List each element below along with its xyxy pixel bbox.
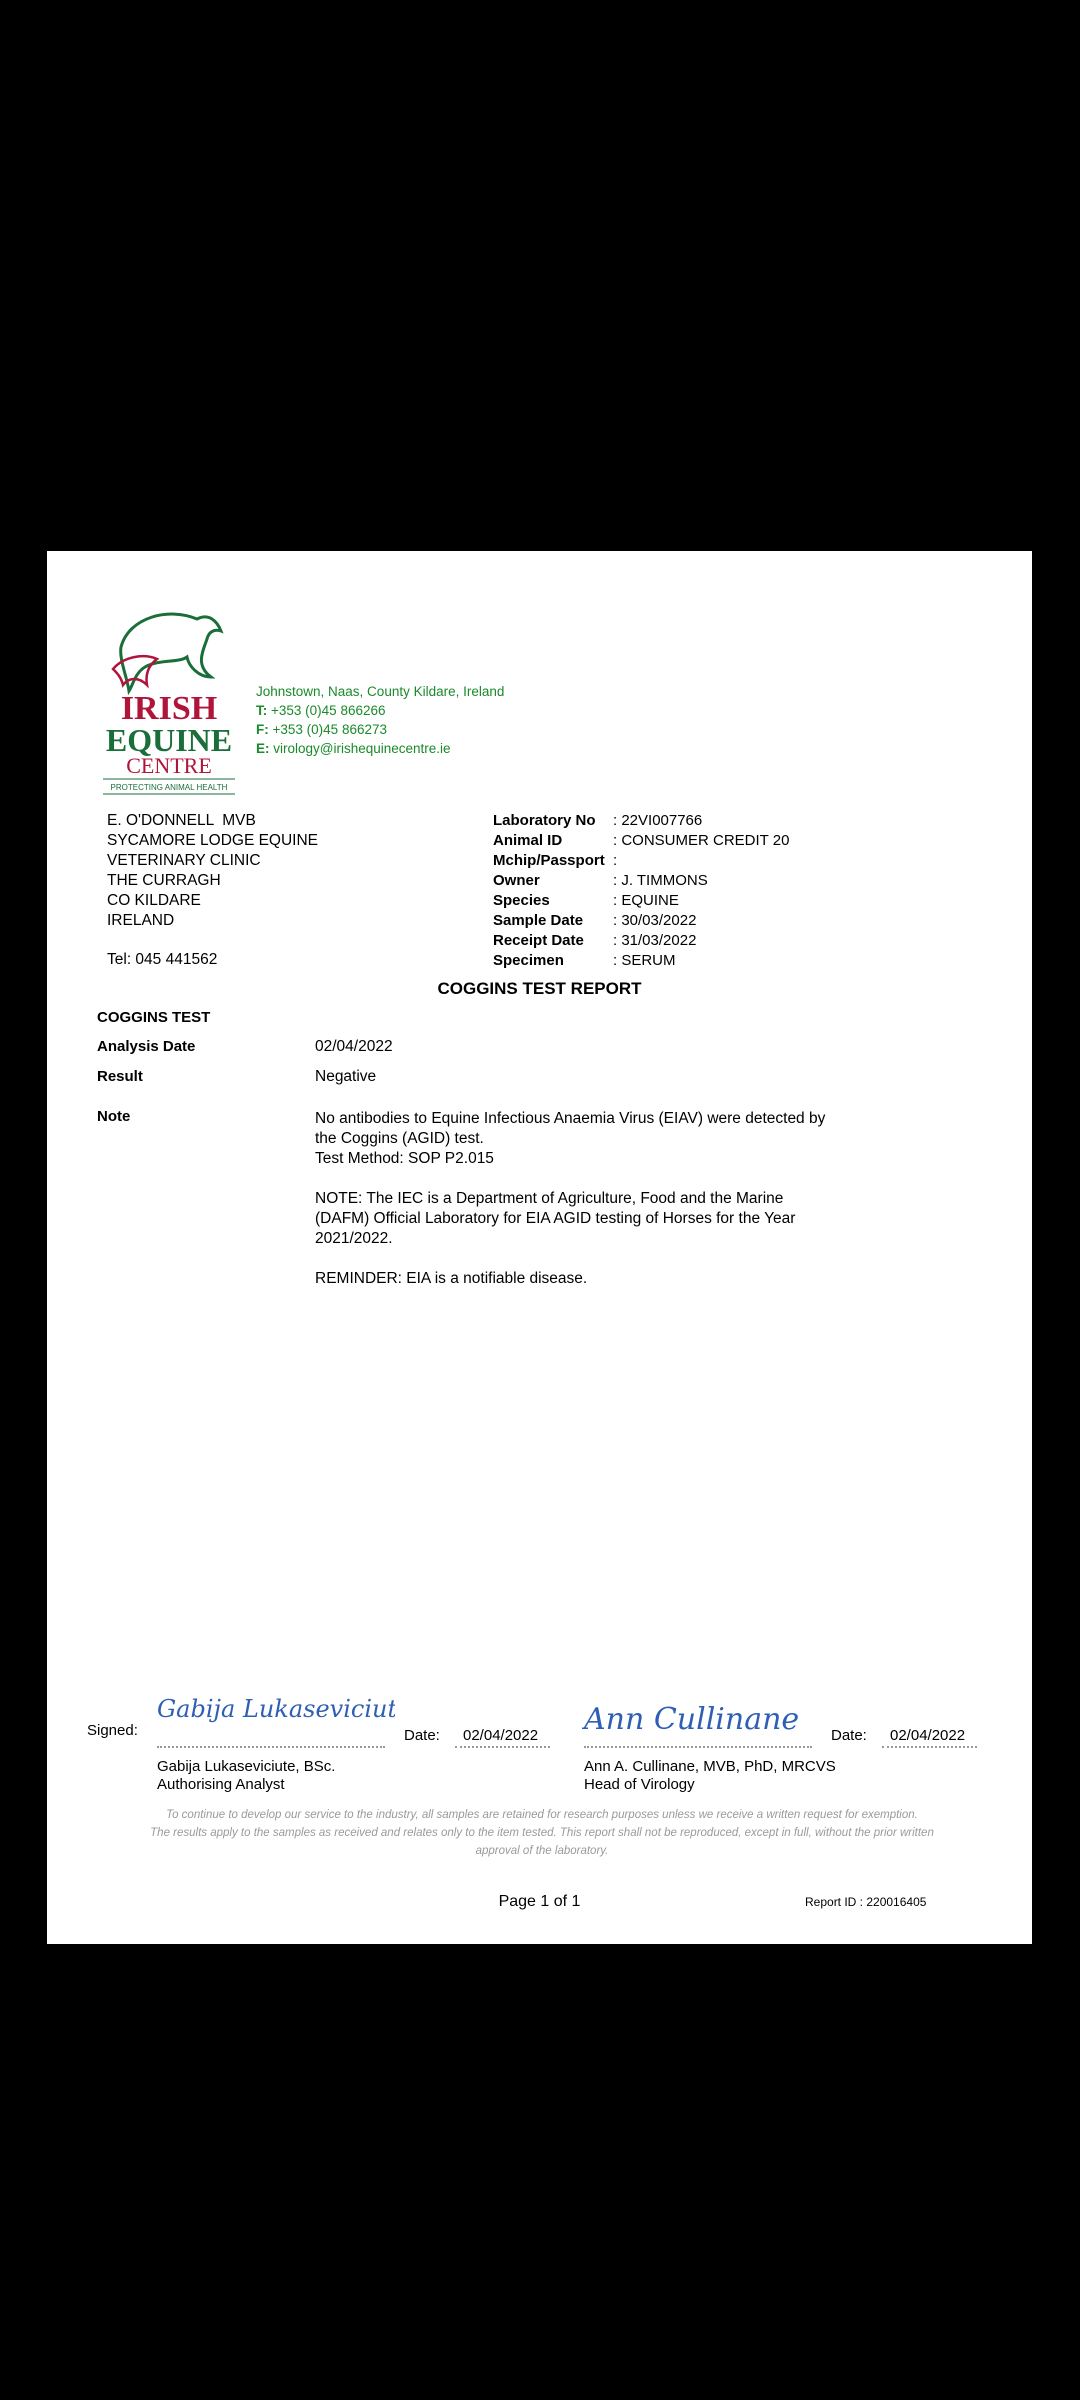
lab-info-row — [493, 851, 789, 871]
lab-info-label: Owner — [493, 872, 540, 889]
email-line — [256, 739, 504, 758]
phone-label: T: — [256, 703, 268, 718]
fax-line — [256, 720, 504, 739]
lab-info-row — [493, 871, 789, 891]
report-id: Report ID : 220016405 — [805, 1895, 927, 1909]
email-link[interactable]: virology@irishequinecentre.ie — [273, 741, 451, 756]
logo-equine-text: EQUINE — [105, 722, 233, 758]
fax-number: +353 (0)45 866273 — [272, 722, 387, 737]
lab-info-label: Animal ID — [493, 832, 563, 849]
lab-info-label: Laboratory No — [493, 812, 596, 829]
date-line-right — [882, 1746, 977, 1748]
handwritten-signature-icon — [155, 1687, 395, 1727]
logo-irish-text: IRISH — [120, 690, 218, 727]
irish-equine-centre-logo — [99, 607, 239, 797]
logo-centre-text: CENTRE — [126, 753, 212, 778]
recipient-line: VETERINARY CLINIC — [107, 852, 261, 869]
date-label-right: Date: — [831, 1727, 867, 1744]
lab-info-row — [493, 811, 789, 831]
lab-address: Johnstown, Naas, County Kildare, Ireland — [256, 684, 505, 699]
lab-info-value: : — [613, 852, 618, 869]
signature-left — [155, 1687, 395, 1727]
handwritten-signature-icon — [582, 1691, 802, 1741]
signer-left-name: Gabija Lukaseviciute, BSc. — [157, 1758, 336, 1775]
recipient-tel: Tel: 045 441562 — [107, 951, 218, 968]
report-title: COGGINS TEST REPORT — [437, 979, 642, 998]
analysis-date-label: Analysis Date — [97, 1038, 196, 1055]
lab-info-value: : 31/03/2022 — [613, 932, 697, 949]
recipient-line: CO KILDARE — [107, 892, 201, 909]
signature-line-left — [157, 1746, 385, 1748]
lab-info-value: : J. TIMMONS — [613, 872, 708, 889]
note-text — [315, 1109, 835, 1309]
report-page — [47, 551, 1032, 1944]
phone-line — [256, 701, 504, 720]
recipient-line: IRELAND — [107, 912, 175, 929]
contact-block — [256, 682, 504, 758]
email-label: E: — [256, 741, 270, 756]
signer-right-name: Ann A. Cullinane, MVB, PhD, MRCVS — [584, 1758, 836, 1775]
lab-info-value: : EQUINE — [613, 892, 679, 909]
date-value-left: 02/04/2022 — [463, 1727, 539, 1744]
horse-logo-icon — [99, 607, 239, 797]
signer-left-role: Authorising Analyst — [157, 1776, 285, 1793]
recipient-line: THE CURRAGH — [107, 872, 221, 889]
note-paragraph: NOTE: The IEC is a Department of Agriculture, Food and the Marine (DAFM) Official Laboratory for EIA AGID testing of Horses for the Year 2021/2022. — [315, 1190, 796, 1247]
lab-info-row — [493, 931, 789, 951]
recipient-line: E. O'DONNELL MVB — [107, 812, 256, 829]
lab-info-value: : 22VI007766 — [613, 812, 703, 829]
disclaimer — [142, 1806, 942, 1860]
signature-line-right — [584, 1746, 812, 1748]
date-line-left — [455, 1746, 550, 1748]
lab-info-table — [493, 811, 789, 971]
signer-right-role: Head of Virology — [584, 1776, 695, 1793]
lab-info-label: Receipt Date — [493, 932, 584, 949]
note-paragraph: No antibodies to Equine Infectious Anaemia Virus (EIAV) were detected by the Coggins (AGID) test. Test Method: SOP P2.015 — [315, 1110, 826, 1167]
logo-tagline: PROTECTING ANIMAL HEALTH — [110, 783, 228, 792]
lab-info-label: Sample Date — [493, 912, 584, 929]
section-title: COGGINS TEST — [97, 1009, 211, 1026]
result-label: Result — [97, 1068, 143, 1085]
note-paragraph: REMINDER: EIA is a notifiable disease. — [315, 1270, 588, 1287]
lab-info-label: Mchip/Passport — [493, 852, 605, 869]
signature-right-text: Ann Cullinane — [584, 1702, 800, 1737]
fax-label: F: — [256, 722, 269, 737]
note-label: Note — [97, 1108, 131, 1125]
signer-right — [584, 1758, 836, 1794]
result-value: Negative — [315, 1068, 377, 1085]
lab-info-row — [493, 951, 789, 971]
analysis-date-value: 02/04/2022 — [315, 1038, 393, 1055]
lab-info-row — [493, 831, 789, 851]
lab-info-row — [493, 911, 789, 931]
lab-info-value: : 30/03/2022 — [613, 912, 697, 929]
signature-right — [582, 1691, 802, 1741]
date-label-left: Date: — [404, 1727, 440, 1744]
lab-info-label: Species — [493, 892, 550, 909]
lab-info-row — [493, 891, 789, 911]
recipient-line: SYCAMORE LODGE EQUINE — [107, 832, 319, 849]
disclaimer-line: The results apply to the samples as received and relates only to the item tested. This report shall not be reproduced, except in full, without the prior written approval of the laboratory. — [150, 1827, 934, 1857]
disclaimer-line: To continue to develop our service to the industry, all samples are retained for research purposes unless we receive a written request for exemption. — [166, 1809, 918, 1821]
lab-info-label: Specimen — [493, 952, 564, 969]
phone-number: +353 (0)45 866266 — [271, 703, 386, 718]
lab-info-value: : CONSUMER CREDIT 20 — [613, 832, 790, 849]
page-number: Page 1 of 1 — [498, 1893, 581, 1910]
recipient-address — [107, 811, 318, 970]
signer-left — [157, 1758, 335, 1794]
date-value-right: 02/04/2022 — [890, 1727, 966, 1744]
lab-info-value: : SERUM — [613, 952, 676, 969]
signed-label: Signed: — [87, 1722, 138, 1739]
signature-left-text: Gabija Lukaseviciute — [157, 1695, 395, 1723]
